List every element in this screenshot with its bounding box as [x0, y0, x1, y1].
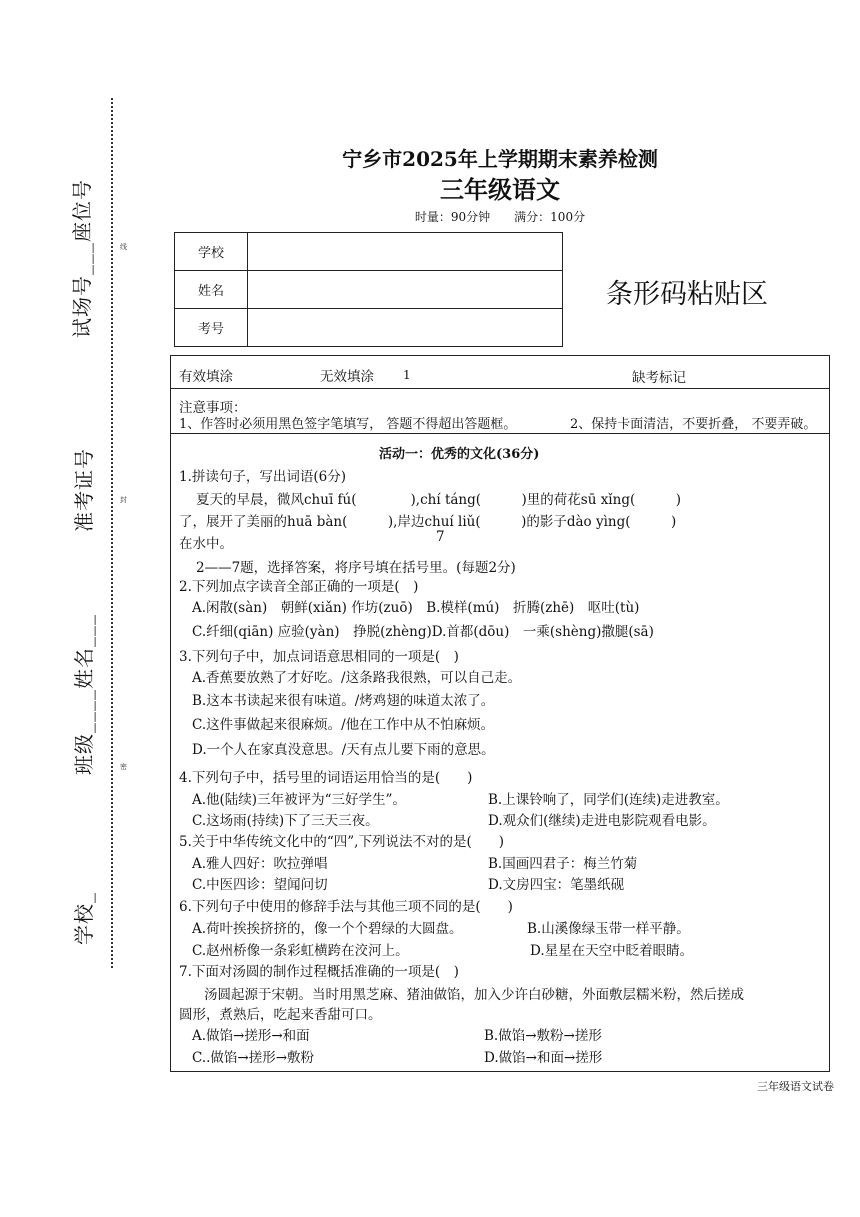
q4-option-d: D.观众们(继续)走进电影院观看电影。 — [488, 813, 716, 829]
q1-mark: 7 — [436, 529, 445, 545]
exam-id-label: 准考证号 — [72, 448, 96, 532]
q6-option-c: C.赵州桥像一条彩虹横跨在洨河上。 — [192, 943, 409, 959]
q7-title: 7.下面对汤圆的制作过程概括准确的一项是( ) — [179, 964, 459, 980]
q5-title: 5.关于中华传统文化中的“四”,下列说法不对的是( ) — [179, 834, 505, 850]
binding-dotted-line — [111, 98, 113, 968]
instruction: 2——7题，选择答案，将序号填在括号里。(每题2分) — [196, 560, 516, 576]
q6-option-a: A.荷叶挨挨挤挤的，像一个个碧绿的大圆盘。 — [192, 921, 463, 937]
q7-option-b: B.做馅→敷粉→搓形 — [484, 1028, 602, 1044]
q7-option-c: C..做馅→搓形→敷粉 — [192, 1050, 315, 1066]
fill-number: 1 — [403, 368, 411, 382]
q5-option-b: B.国画四君子：梅兰竹菊 — [488, 856, 638, 872]
exam-no-label: 考号 — [175, 309, 248, 347]
seat-label: 试场号___座位号 — [70, 179, 94, 338]
q6-option-b: B.山溪像绿玉带一样平静。 — [527, 921, 690, 937]
q4-option-a: A.他(陆续)三年被评为“三好学生”。 — [192, 792, 406, 808]
q1-line-3: 在水中。 — [179, 536, 233, 552]
q1-line-1: 夏天的早晨，微风chuī fú( ),chí táng( )里的荷花sū xǐng( ) — [196, 492, 681, 508]
absent-mark-label: 缺考标记 — [632, 370, 686, 386]
q5-option-a: A.雅人四好：吹拉弹唱 — [192, 856, 328, 872]
barcode-area: 条形码粘贴区 — [606, 279, 768, 310]
exam-no-field[interactable] — [248, 309, 563, 347]
q2-option-cd: C.纤细(qiān) 应验(yàn) 挣脱(zhèng)D.首都(dōu) 一乘(shèng)撒腿(sā) — [192, 624, 654, 640]
q3-option-b: B.这本书读起来很有味道。/烤鸡翅的味道太浓了。 — [192, 693, 495, 709]
seal-mark: 封 — [120, 496, 127, 504]
q2-option-ab: A.闲散(sàn) 朝鲜(xiǎn) 作坊(zuō) B.模样(mú) 折腾(zhē) 呕吐(tù) — [192, 600, 640, 616]
q7-passage-1: 汤圆起源于宋朝。当时用黑芝麻、猪油做馅，加入少许白砂糖，外面敷层糯米粉，然后搓成 — [204, 987, 744, 1003]
q3-option-c: C.这件事做起来很麻烦。/他在工作中从不怕麻烦。 — [192, 717, 495, 733]
section-heading: 活动一：优秀的文化(36分) — [379, 447, 540, 462]
divider-1 — [170, 388, 830, 389]
divider-2 — [170, 433, 830, 434]
q4-title: 4.下列句子中，括号里的词语运用恰当的是( ) — [179, 770, 473, 786]
notice-item-2: 2、保持卡面清洁，不要折叠， 不要弄破。 — [570, 417, 817, 432]
student-info-table — [174, 232, 563, 347]
school-side-label: 学校_ — [72, 892, 96, 945]
q7-option-a: A.做馅→搓形→和面 — [192, 1028, 310, 1044]
name-field[interactable] — [248, 271, 563, 309]
q1-line-2: 了，展开了美丽的huā bàn( ),岸边chuí liǔ( )的影子dào yìng( ) — [179, 514, 677, 530]
q3-title: 3.下列句子中，加点词语意思相同的一项是( ) — [179, 649, 459, 665]
q3-option-d: D.一个人在家真没意思。/天有点儿要下雨的意思。 — [192, 742, 495, 758]
exam-meta: 时量：90分钟 满分：100分 — [414, 210, 586, 224]
line-mark: 线 — [120, 243, 127, 251]
q1-title: 1.拼读句子，写出词语(6分) — [179, 469, 347, 485]
q3-option-a: A.香蕉要放熟了才好吃。/这条路我很熟，可以自己走。 — [192, 670, 522, 686]
page-footer: 三年级语文试卷 — [757, 1080, 834, 1093]
valid-fill-label: 有效填涂 — [179, 369, 233, 385]
q7-passage-2: 圆形，煮熟后，吃起来香甜可口。 — [179, 1007, 382, 1023]
name-label: 姓名 — [175, 271, 248, 309]
notice-item-1: 1、作答时必须用黑色签字笔填写， 答题不得超出答题框。 — [179, 417, 517, 432]
q6-title: 6.下列句子中使用的修辞手法与其他三项不同的是( ) — [179, 899, 513, 915]
q6-option-d: D.星星在天空中眨着眼睛。 — [530, 943, 694, 959]
q4-option-b: B.上课铃响了，同学们(连续)走进教室。 — [488, 792, 729, 808]
q5-option-d: D.文房四宝：笔墨纸砚 — [488, 877, 625, 893]
class-name-label: 班级____姓名___ — [72, 614, 96, 775]
q7-option-d: D.做馅→和面→搓形 — [484, 1050, 603, 1066]
notice-heading: 注意事项： — [179, 400, 247, 416]
invalid-fill-label: 无效填涂 — [320, 369, 374, 385]
q2-title: 2.下列加点字读音全部正确的一项是( ) — [179, 579, 419, 595]
exam-title: 宁乡市2025年上学期期末素养检测 — [342, 147, 658, 171]
q4-option-c: C.这场雨(持续)下了三天三夜。 — [192, 813, 379, 829]
q5-option-c: C.中医四诊：望闻问切 — [192, 877, 328, 893]
school-label: 学校 — [175, 233, 248, 271]
close-mark: 密 — [120, 763, 127, 771]
subject-title: 三年级语文 — [440, 175, 560, 204]
school-field[interactable] — [248, 233, 563, 271]
